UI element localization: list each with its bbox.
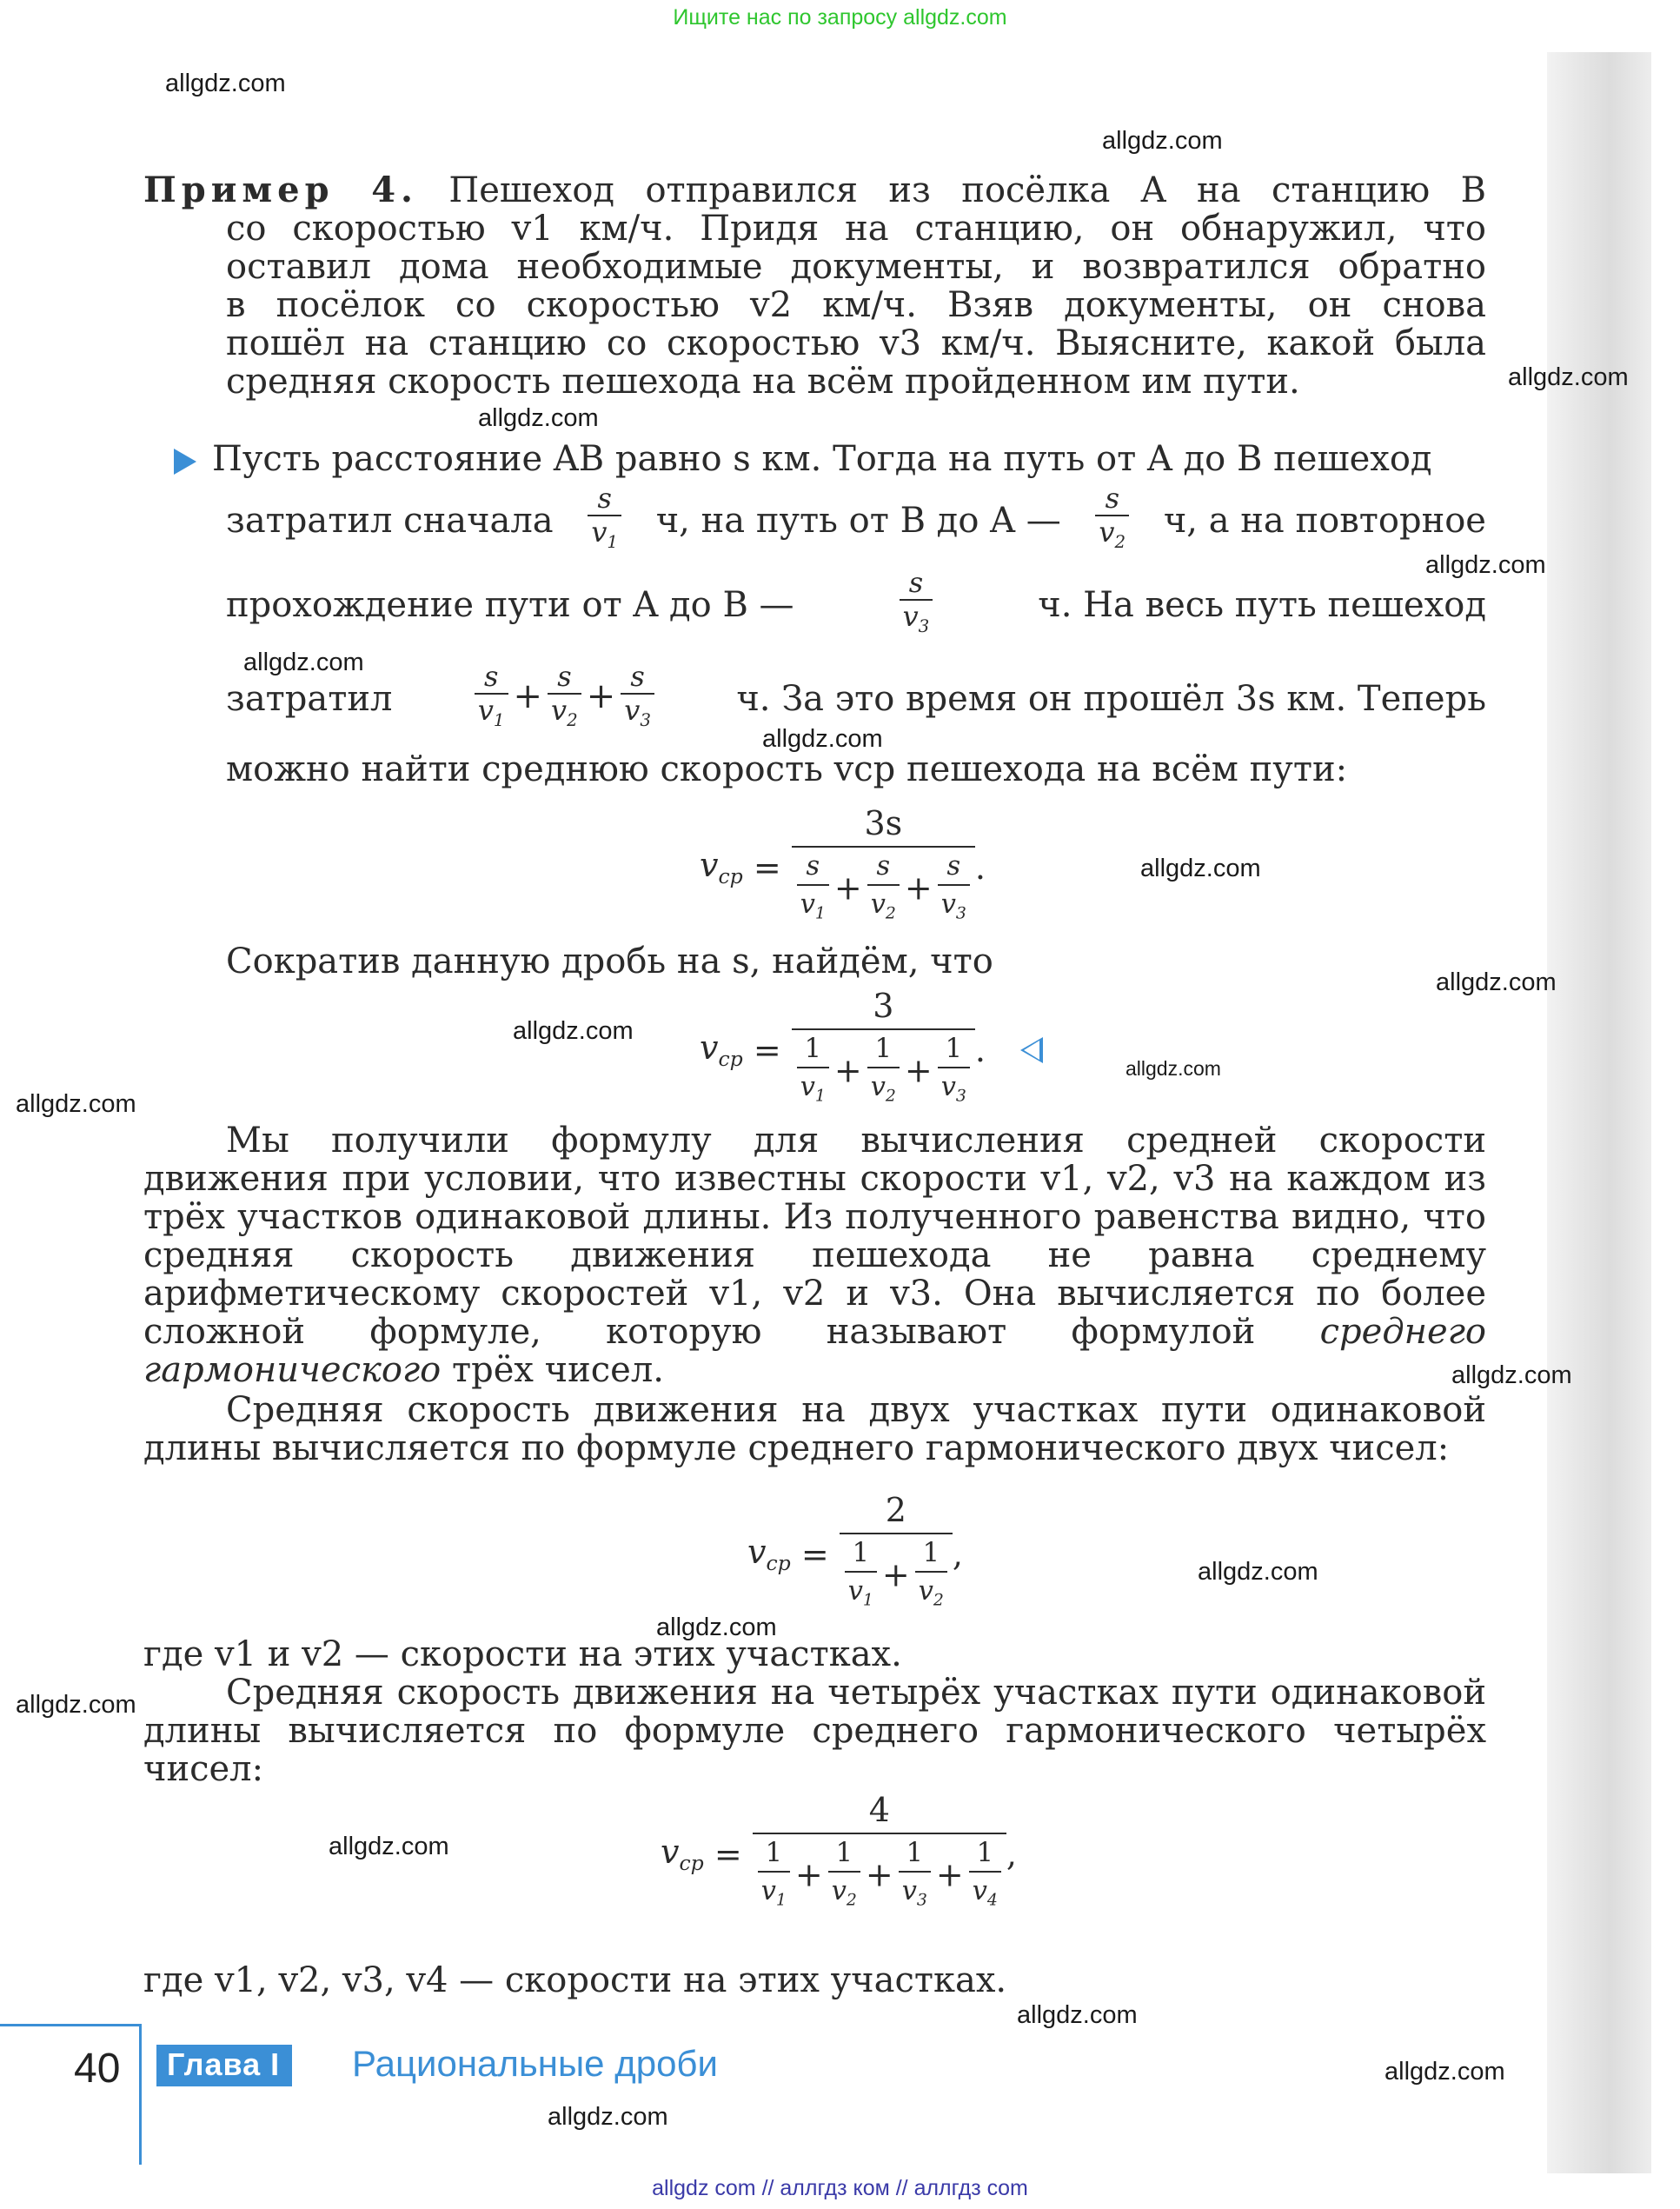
solution-line-4: затратил $\frac{s}{v_1}$ + $\frac{s}{v_2}$ + $\frac{s}{v_3}$ ч. За это время он прошёл 3s км. Теперь xyxy=(226,661,1486,737)
fraction-s-v1: $\frac{s}{v_1}$ xyxy=(588,482,621,559)
example-line-4: в посёлок со скоростью v2 км/ч. Взяв документы, он снова xyxy=(226,285,1486,325)
where-four-speeds: где v1, v2, v3, v4 — скорости на этих участках. xyxy=(143,1960,1007,2000)
chapter-title: Рациональные дроби xyxy=(352,2043,718,2084)
watermark: allgdz.com xyxy=(1126,1057,1221,1080)
watermark: allgdz.com xyxy=(243,649,364,676)
watermark: allgdz.com xyxy=(1017,2001,1138,2029)
sum-of-times: $\frac{s}{v_1}$ + $\frac{s}{v_2}$ + $\frac{s}{v_3}$ xyxy=(469,661,660,737)
example-line-1: Пример 4. Пешеход отправился из посёлка A на станцию B xyxy=(143,170,1486,210)
watermark: allgdz.com xyxy=(1436,968,1557,996)
watermark: allgdz.com xyxy=(329,1833,449,1860)
footer-rule-vertical xyxy=(139,2024,142,2165)
formula-average-speed-1: $v_{ср}$ = 3s $\frac{s}{v_1}$ + $\frac{s}{v_2}$ + $\frac{s}{v_3}$ . xyxy=(700,804,986,923)
solution-start-marker-icon xyxy=(174,449,196,475)
watermark: allgdz.com xyxy=(762,725,883,753)
watermark: allgdz.com xyxy=(1385,2058,1505,2086)
watermark: allgdz.com xyxy=(478,404,599,432)
chapter-badge: Глава I xyxy=(156,2045,292,2086)
solution-line-2: затратил сначала $\frac{s}{v_1}$ ч, на путь от B до A — $\frac{s}{v_2}$ ч, а на повторное xyxy=(226,482,1486,559)
paragraph-two-segments: Средняя скорость движения на двух участках пути одинаковой длины вычисляется по формуле среднего гармонического двух чисел: xyxy=(143,1390,1486,1468)
formula-harmonic-two: $v_{ср}$ = 2 $\frac{1}{v_1}$ + $\frac{1}{v_2}$ , xyxy=(747,1491,963,1610)
watermark: allgdz.com xyxy=(1451,1361,1572,1389)
top-ad-banner[interactable]: Ищите нас по запросу allgdz.com xyxy=(673,5,1007,30)
example-line-2: со скоростью v1 км/ч. Придя на станцию, он обнаружил, что xyxy=(226,209,1486,249)
footer-rule-horizontal xyxy=(0,2024,141,2026)
watermark: allgdz.com xyxy=(656,1614,777,1641)
paragraph-harmonic-mean: Мы получили формулу для вычисления средней скорости движения при условии, что известны скорости v1, v2, v3 на каждом из трёх участков одинаковой длины. Из полученного равенства видно, что средняя скорость движения пешехода не равна среднему арифметическому скоростей v1, v2 и v3. Она вычисляется по более сложной формуле, которую называют формулой среднего гармонического трёх чисел. xyxy=(143,1121,1486,1390)
example-line-3: оставил дома необходимые документы, и возвратился обратно xyxy=(226,247,1486,287)
where-two-speeds: где v1 и v2 — скорости на этих участках. xyxy=(143,1634,902,1674)
bottom-ad-banner[interactable]: allgdz com // аллгдз ком // аллгдз com xyxy=(652,2176,1028,2200)
watermark: allgdz.com xyxy=(16,1691,136,1719)
solution-line-5: можно найти среднюю скорость vср пешехода на всём пути: xyxy=(226,749,1348,789)
example-label: Пример 4. xyxy=(143,170,418,210)
solution-line-3: прохождение пути от A до B — $\frac{s}{v_3}$ ч. На весь путь пешеход xyxy=(226,567,1486,643)
fraction-s-v2: $\frac{s}{v_2}$ xyxy=(1095,482,1129,559)
page-number: 40 xyxy=(74,2046,121,2092)
solution-line-6: Сократив данную дробь на s, найдём, что xyxy=(226,941,993,981)
watermark: allgdz.com xyxy=(165,70,286,97)
solution-end-marker-icon xyxy=(1020,1037,1043,1063)
solution-line-1: Пусть расстояние AB равно s км. Тогда на путь от A до B пешеход xyxy=(174,439,1486,479)
watermark: allgdz.com xyxy=(548,2103,668,2131)
watermark: allgdz.com xyxy=(1140,855,1261,882)
watermark: allgdz.com xyxy=(1102,127,1223,155)
watermark: allgdz.com xyxy=(513,1017,634,1045)
watermark: allgdz.com xyxy=(16,1090,136,1118)
paragraph-four-segments: Средняя скорость движения на четырёх участках пути одинаковой длины вычисляется по формуле среднего гармонического четырёх чисел: xyxy=(143,1673,1486,1789)
fraction-s-v3: $\frac{s}{v_3}$ xyxy=(900,567,933,643)
example-line-6: средняя скорость пешехода на всём пройденном им пути. xyxy=(226,362,1300,402)
watermark: allgdz.com xyxy=(1508,363,1629,391)
example-line-5: пошёл на станцию со скоростью v3 км/ч. Выясните, какой была xyxy=(226,323,1486,363)
formula-average-speed-2: $v_{ср}$ = 3 $\frac{1}{v_1}$ + $\frac{1}{v_2}$ + $\frac{1}{v_3}$ . xyxy=(700,987,1043,1113)
formula-harmonic-four: $v_{ср}$ = 4 $\frac{1}{v_1}$ + $\frac{1}{v_2}$ + $\frac{1}{v_3}$ + $\frac{1}{v_4}$ , xyxy=(661,1791,1017,1910)
watermark: allgdz.com xyxy=(1425,551,1546,579)
watermark: allgdz.com xyxy=(1198,1558,1318,1586)
